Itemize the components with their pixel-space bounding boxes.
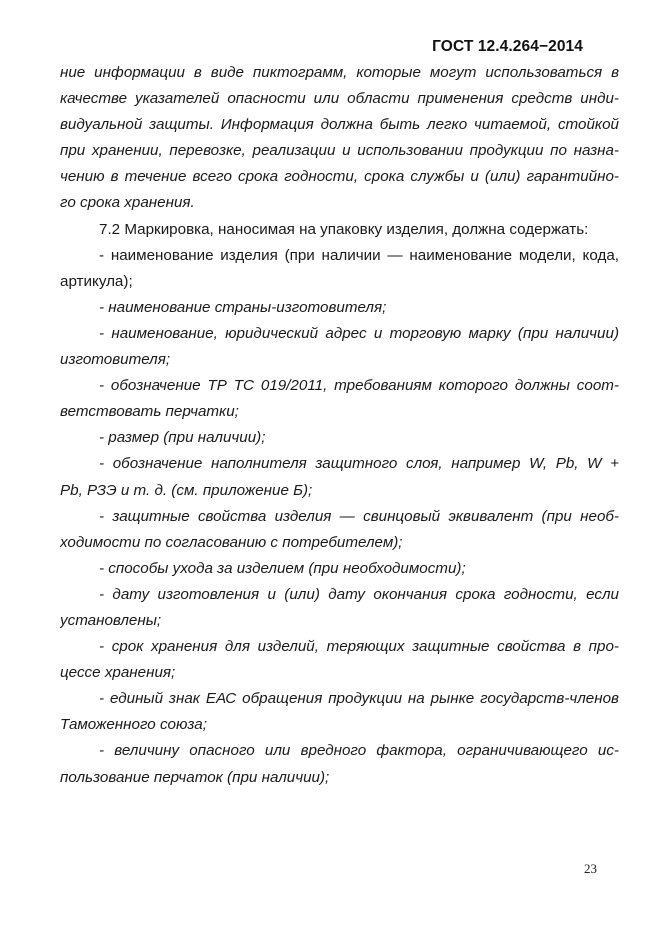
text-line: пользование перчаток (при наличии); [60,768,330,786]
page-number: 23 [584,861,597,876]
list-item-text: - дату изготовления и (или) дату окончания срока годности, если [99,585,619,603]
list-item-text: - срок хранения для изделий, теряющих защитные свойства в про- [99,638,619,656]
text-line: ходимости по согласованию с потребителем); [60,533,403,551]
list-item-text: - наименование страны-изготовителя; [99,298,387,316]
document-code-header: ГОСТ 12.4.264−2014 [432,38,583,55]
list-item-text: - размер (при наличии); [99,429,266,447]
list-item-text: - обозначение ТР ТС 019/2011, требованиям которого должны соот- [99,377,619,395]
text-line: качестве указателей опасности или области применения средств инди- [60,90,619,108]
list-item-text: - защитные свойства изделия — свинцовый эквивалент (при необ- [99,507,619,525]
list-item-text: - наименование, юридический адрес и торговую марку (при наличии) [99,324,619,342]
text-line: установлены; [60,611,162,629]
text-line: ние информации в виде пиктограмм, которые могут использоваться в [60,64,619,81]
text-line: Таможенного союза; [60,716,207,734]
text-line: артикула); [60,272,133,290]
text-line: видуальной защиты. Информация должна быть легко читаемой, стойкой [60,116,619,134]
section-heading-7-2: 7.2 Маркировка, наносимая на упаковку изделия, должна содержать: [99,220,589,238]
list-item-text: - способы ухода за изделием (при необходимости); [99,559,466,577]
text-line: при хранении, перевозке, реализации и использовании продукции по назна- [60,142,619,160]
list-item-text: - наименование изделия (при наличии — наименование модели, кода, [99,246,619,264]
text-line: цессе хранения; [60,664,176,682]
text-line: ветствовать перчатки; [60,403,239,421]
list-item-text: - единый знак ЕАС обращения продукции на рынке государств-членов [99,690,619,708]
text-line: Pb, РЗЭ и т. д. (см. приложение Б); [60,481,313,499]
text-line: чению в течение всего срока годности, срока службы и (или) гарантийно- [60,168,619,186]
list-item-text: - обозначение наполнителя защитного слоя, например W, Pb, W + [99,455,619,473]
body-text [60,60,619,791]
list-item-text: - величину опасного или вредного фактора, ограничивающего ис- [99,742,619,760]
text-line: го срока хранения. [60,194,195,212]
text-line: изготовителя; [60,351,171,369]
